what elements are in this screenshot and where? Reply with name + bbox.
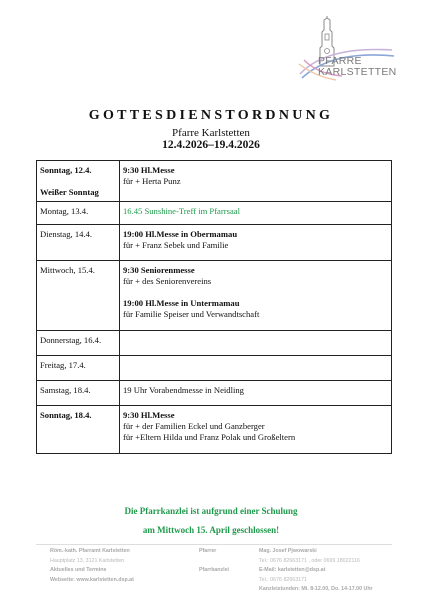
day-label: Dienstag, 14.4. xyxy=(40,229,93,239)
day-label: Montag, 13.4. xyxy=(40,206,89,216)
event-detail: für +Eltern Hilda und Franz Polak und Großeltern xyxy=(123,432,296,442)
event-detail: für + der Familien Eckel und Ganzberger xyxy=(123,421,265,431)
footer-email: E-Mail: karlstetten@dsp.at xyxy=(259,567,326,573)
event-title: 19 Uhr Vorabendmesse in Neidling xyxy=(123,385,244,395)
event-cell xyxy=(120,202,392,225)
logo-wordmark xyxy=(318,56,397,78)
day-cell xyxy=(37,161,120,202)
day-cell xyxy=(37,381,120,406)
day-label: Sonntag, 12.4. xyxy=(40,165,92,175)
day-cell xyxy=(37,202,120,225)
event-detail: für + Herta Punz xyxy=(123,176,181,186)
service-schedule-table xyxy=(36,160,392,454)
day-label: Samstag, 18.4. xyxy=(40,385,91,395)
footer-address: Hauptplatz 13, 3121 Karlstetten xyxy=(50,557,125,564)
day-cell xyxy=(37,225,120,261)
table-row xyxy=(37,225,392,261)
date-range: 12.4.2026–19.4.2026 xyxy=(162,139,260,151)
day-cell xyxy=(37,356,120,381)
footer-pfarrer-tel: Tel.: 0676 82663171 , oder 0699 18022116 xyxy=(259,557,360,564)
day-cell xyxy=(37,406,120,454)
footer-org: Röm.-kath. Pfarramt Karlstetten xyxy=(50,548,130,554)
event-title: 9:30 Hl.Messe xyxy=(123,165,175,175)
event-cell xyxy=(120,331,392,356)
footer-contact-right xyxy=(259,547,373,595)
event-title: 19:00 Hl.Messe in Untermamau xyxy=(123,298,240,308)
footer-website: Webseite: www.karlstetten.dsp.at xyxy=(50,576,134,583)
day-label: Donnerstag, 16.4. xyxy=(40,335,102,345)
footer-kanzlei-tel: Tel.: 0676 82663171 xyxy=(259,576,308,583)
footer-events: Aktuelles und Termine xyxy=(50,567,107,573)
day-label: Sonntag, 18.4. xyxy=(40,410,92,420)
day-label: Mittwoch, 15.4. xyxy=(40,265,95,275)
event-cell xyxy=(120,161,392,202)
page-title: GOTTESDIENSTORDNUNG xyxy=(88,108,334,123)
event-detail: für + Franz Sebek und Familie xyxy=(123,240,229,250)
table-row xyxy=(37,381,392,406)
office-notice-line-1: Die Pfarrkanzlei ist aufgrund einer Schulung xyxy=(124,506,298,516)
event-title: 9:30 Seniorenmesse xyxy=(123,265,195,275)
day-cell xyxy=(37,331,120,356)
event-title: 16.45 Sunshine-Treff im Pfarrsaal xyxy=(123,206,240,216)
table-row xyxy=(37,161,392,202)
table-row xyxy=(37,261,392,331)
office-notice-line-2: am Mittwoch 15. April geschlossen! xyxy=(142,525,280,535)
footer-pfarrer-name: Mag. Josef Pjwowarski xyxy=(259,548,317,554)
feast-label: Weißer Sonntag xyxy=(40,187,99,197)
event-cell xyxy=(120,406,392,454)
event-title: 9:30 Hl.Messe xyxy=(123,410,175,420)
event-cell xyxy=(120,381,392,406)
day-label: Freitag, 17.4. xyxy=(40,360,86,370)
event-cell xyxy=(120,356,392,381)
footer-contact-left xyxy=(50,547,134,585)
footer-labels xyxy=(199,547,229,576)
parish-name: Pfarre Karlstetten xyxy=(172,127,250,139)
footer-kanzlei-label: Pfarrkanzlei xyxy=(199,567,230,573)
table-row xyxy=(37,406,392,454)
logo-line-2: KARLSTETTEN xyxy=(318,66,397,78)
table-row xyxy=(37,356,392,381)
table-row xyxy=(37,202,392,225)
day-cell xyxy=(37,261,120,331)
event-cell xyxy=(120,261,392,331)
table-row xyxy=(37,331,392,356)
footer-divider xyxy=(36,544,392,545)
event-detail: für Familie Speiser und Verwandtschaft xyxy=(123,309,260,319)
event-cell xyxy=(120,225,392,261)
event-detail: für + des Seniorenvereins xyxy=(123,276,212,286)
footer-pfarrer-label: Pfarrer xyxy=(199,548,217,554)
footer-hours: Kanzleistunden: Mi. 8-12.00, Do. 14-17.00 Uhr xyxy=(259,586,373,592)
logo-line-1: PFARRE xyxy=(318,55,362,67)
event-title: 19:00 Hl.Messe in Obermamau xyxy=(123,229,238,239)
